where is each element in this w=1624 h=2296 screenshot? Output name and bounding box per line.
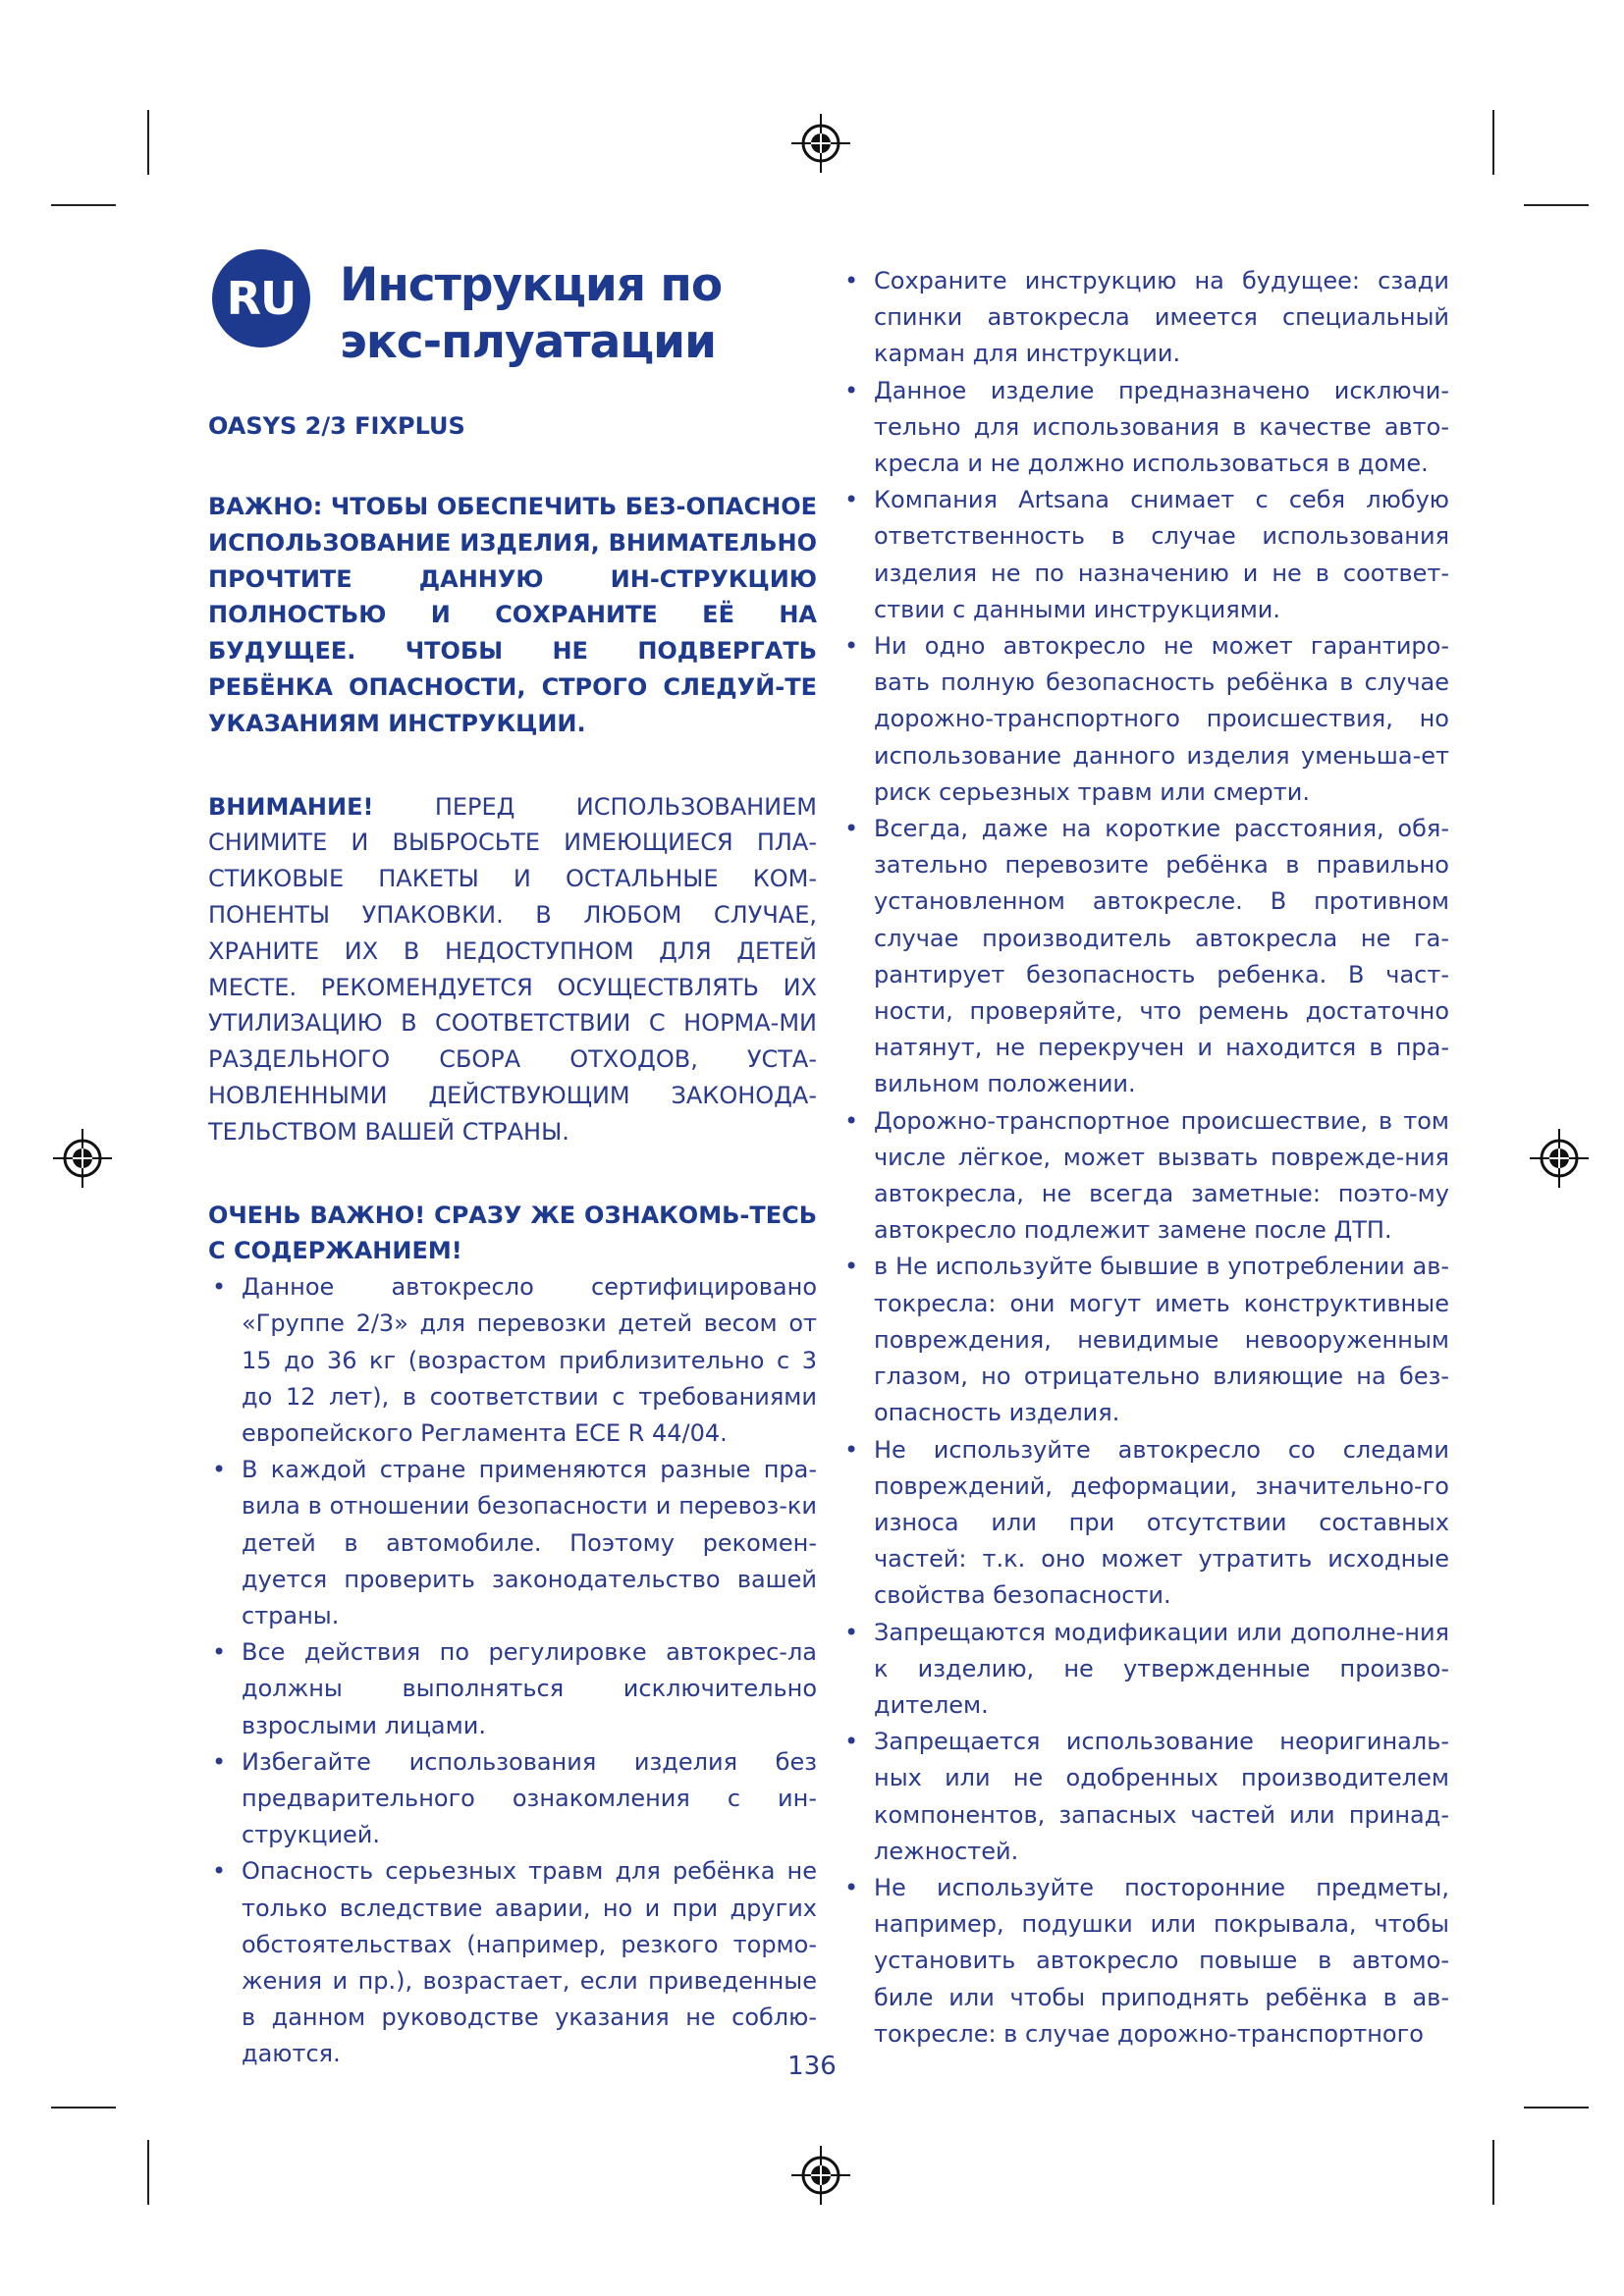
product-model: OASYS 2/3 FIXPLUS bbox=[208, 412, 465, 440]
list-item: • Компания Artsana снимает с себя любую ответственность в случае использования изделия не по назначению и не в соответ-ствии с данными инструкциями. bbox=[840, 482, 1449, 628]
right-column bbox=[840, 263, 1449, 2053]
crop-mark-bottom-left-horizontal bbox=[51, 2107, 116, 2109]
list-item: • Данное изделие предназначено исключи-тельно для использования в качестве авто-кресла и не должно использоваться в доме. bbox=[840, 373, 1449, 483]
warning-notice bbox=[208, 789, 817, 1150]
list-item: • Опасность серьезных травм для ребёнка не только вследствие аварии, но и при других обстоятельствах (например, резкого тормо-жения и пр.), возрастает, если приведенные в данном руководстве указания не соблю-даются. bbox=[208, 1853, 817, 2072]
registration-mark-left-icon bbox=[53, 1129, 112, 1188]
list-item: • В каждой стране применяются разные пра-вила в отношении безопасности и перевоз-ки детей в автомобиле. Поэтому рекомен-дуется проверить законодательство вашей страны. bbox=[208, 1452, 817, 1634]
warning-text: ПЕРЕД ИСПОЛЬЗОВАНИЕМ СНИМИТЕ И ВЫБРОСЬТЕ ИМЕЮЩИЕСЯ ПЛА-СТИКОВЫЕ ПАКЕТЫ И ОСТАЛЬНЫЕ КОМ-ПОНЕНТЫ УПАКОВКИ. В ЛЮБОМ СЛУЧАЕ, ХРАНИТЕ ИХ В НЕДОСТУПНОМ ДЛЯ ДЕТЕЙ МЕСТЕ. РЕКОМЕНДУЕТСЯ ОСУЩЕСТВЛЯТЬ ИХ УТИЛИЗАЦИЮ В СООТВЕТСТВИИ С НОРМА-МИ РАЗДЕЛЬНОГО СБОРА ОТХОДОВ, УСТА-НОВЛЕННЫМИ ДЕЙСТВУЮЩИМ ЗАКОНОДА-ТЕЛЬСТВОМ ВАШЕЙ СТРАНЫ. bbox=[208, 792, 817, 1146]
page-number: 136 bbox=[787, 2052, 837, 2081]
list-item: • Ни одно автокресло не может гарантиро-вать полную безопасность ребёнка в случае дорожно-транспортного происшествия, но использование данного изделия уменьша-ет риск серьезных травм или смерти. bbox=[840, 628, 1449, 811]
list-item: • Сохраните инструкцию на будущее: сзади спинки автокресла имеется специальный карман для инструкции. bbox=[840, 263, 1449, 373]
crop-mark-bottom-right-vertical bbox=[1492, 2140, 1494, 2205]
important-notice: ВАЖНО: ЧТОБЫ ОБЕСПЕЧИТЬ БЕЗ-ОПАСНОЕ ИСПОЛЬЗОВАНИЕ ИЗДЕЛИЯ, ВНИМАТЕЛЬНО ПРОЧТИТЕ ДАННУЮ ИН-СТРУКЦИЮ ПОЛНОСТЬЮ И СОХРАНИТЕ ЕЁ НА БУДУЩЕЕ. ЧТОБЫ НЕ ПОДВЕРГАТЬ РЕБЁНКА ОПАСНОСТИ, СТРОГО СЛЕДУЙ-ТЕ УКАЗАНИЯМ ИНСТРУКЦИИ. bbox=[208, 493, 817, 737]
left-column bbox=[208, 408, 817, 2073]
language-badge: RU bbox=[212, 249, 310, 347]
warning-label: ВНИМАНИЕ! bbox=[208, 792, 374, 821]
very-important-heading: ОЧЕНЬ ВАЖНО! СРАЗУ ЖЕ ОЗНАКОМЬ-ТЕСЬ С СОДЕРЖАНИЕМ! bbox=[208, 1201, 817, 1265]
right-bullet-list bbox=[840, 263, 1449, 2053]
list-item: • Избегайте использования изделия без предварительного ознакомления с ин-струкцией. bbox=[208, 1744, 817, 1854]
registration-mark-bottom-icon bbox=[791, 2146, 850, 2205]
list-item: • Запрещается использование неоригиналь-ных или не одобренных производителем компонентов, запасных частей или принад-лежностей. bbox=[840, 1724, 1449, 1870]
left-bullet-list bbox=[208, 1269, 817, 2072]
page-title: Инструкция по экс-плуатации bbox=[340, 258, 723, 369]
list-item: • в Не используйте бывшие в употреблении ав-токресла: они могут иметь конструктивные повреждения, невидимые невооруженным глазом, но отрицательно влияющие на без-опасность изделия. bbox=[840, 1249, 1449, 1431]
list-item: • Не используйте автокресло со следами повреждений, деформации, значительно-го износа или при отсутствии составных частей: т.к. оно может утратить исходные свойства безопасности. bbox=[840, 1432, 1449, 1615]
crop-mark-top-left-horizontal bbox=[51, 204, 116, 206]
list-item: • Всегда, даже на короткие расстояния, обя-зательно перевозите ребёнка в правильно установленном автокресле. В противном случае производитель автокресла не га-рантирует безопасность ребенка. В част-ности, проверяйте, что ремень достаточно натянут, не перекручен и находится в пра-вильном положении. bbox=[840, 811, 1449, 1103]
crop-mark-top-right-vertical bbox=[1492, 110, 1494, 175]
crop-mark-bottom-right-horizontal bbox=[1524, 2107, 1589, 2109]
list-item: • Не используйте посторонние предметы, например, подушки или покрывала, чтобы установить автокресло повыше в автомо-биле или чтобы приподнять ребёнка в ав-токресле: в случае дорожно-транспортного bbox=[840, 1870, 1449, 2053]
crop-mark-top-left-vertical bbox=[147, 110, 149, 175]
list-item: • Данное автокресло сертифицировано «Группе 2/3» для перевозки детей весом от 15 до 36 кг (возрастом приблизительно с 3 до 12 лет), в соответствии с требованиями европейского Регламента ECE R 44/04. bbox=[208, 1269, 817, 1452]
crop-mark-bottom-left-vertical bbox=[147, 2140, 149, 2205]
list-item: • Все действия по регулировке автокрес-ла должны выполняться исключительно взрослыми лицами. bbox=[208, 1634, 817, 1744]
crop-mark-top-right-horizontal bbox=[1524, 204, 1589, 206]
registration-mark-top-icon bbox=[791, 114, 850, 173]
registration-mark-right-icon bbox=[1530, 1129, 1589, 1188]
list-item: • Дорожно-транспортное происшествие, в том числе лёгкое, может вызвать поврежде-ния автокресла, не всегда заметные: поэто-му автокресло подлежит замене после ДТП. bbox=[840, 1103, 1449, 1250]
list-item: • Запрещаются модификации или дополне-ния к изделию, не утвержденные произво-дителем. bbox=[840, 1615, 1449, 1725]
